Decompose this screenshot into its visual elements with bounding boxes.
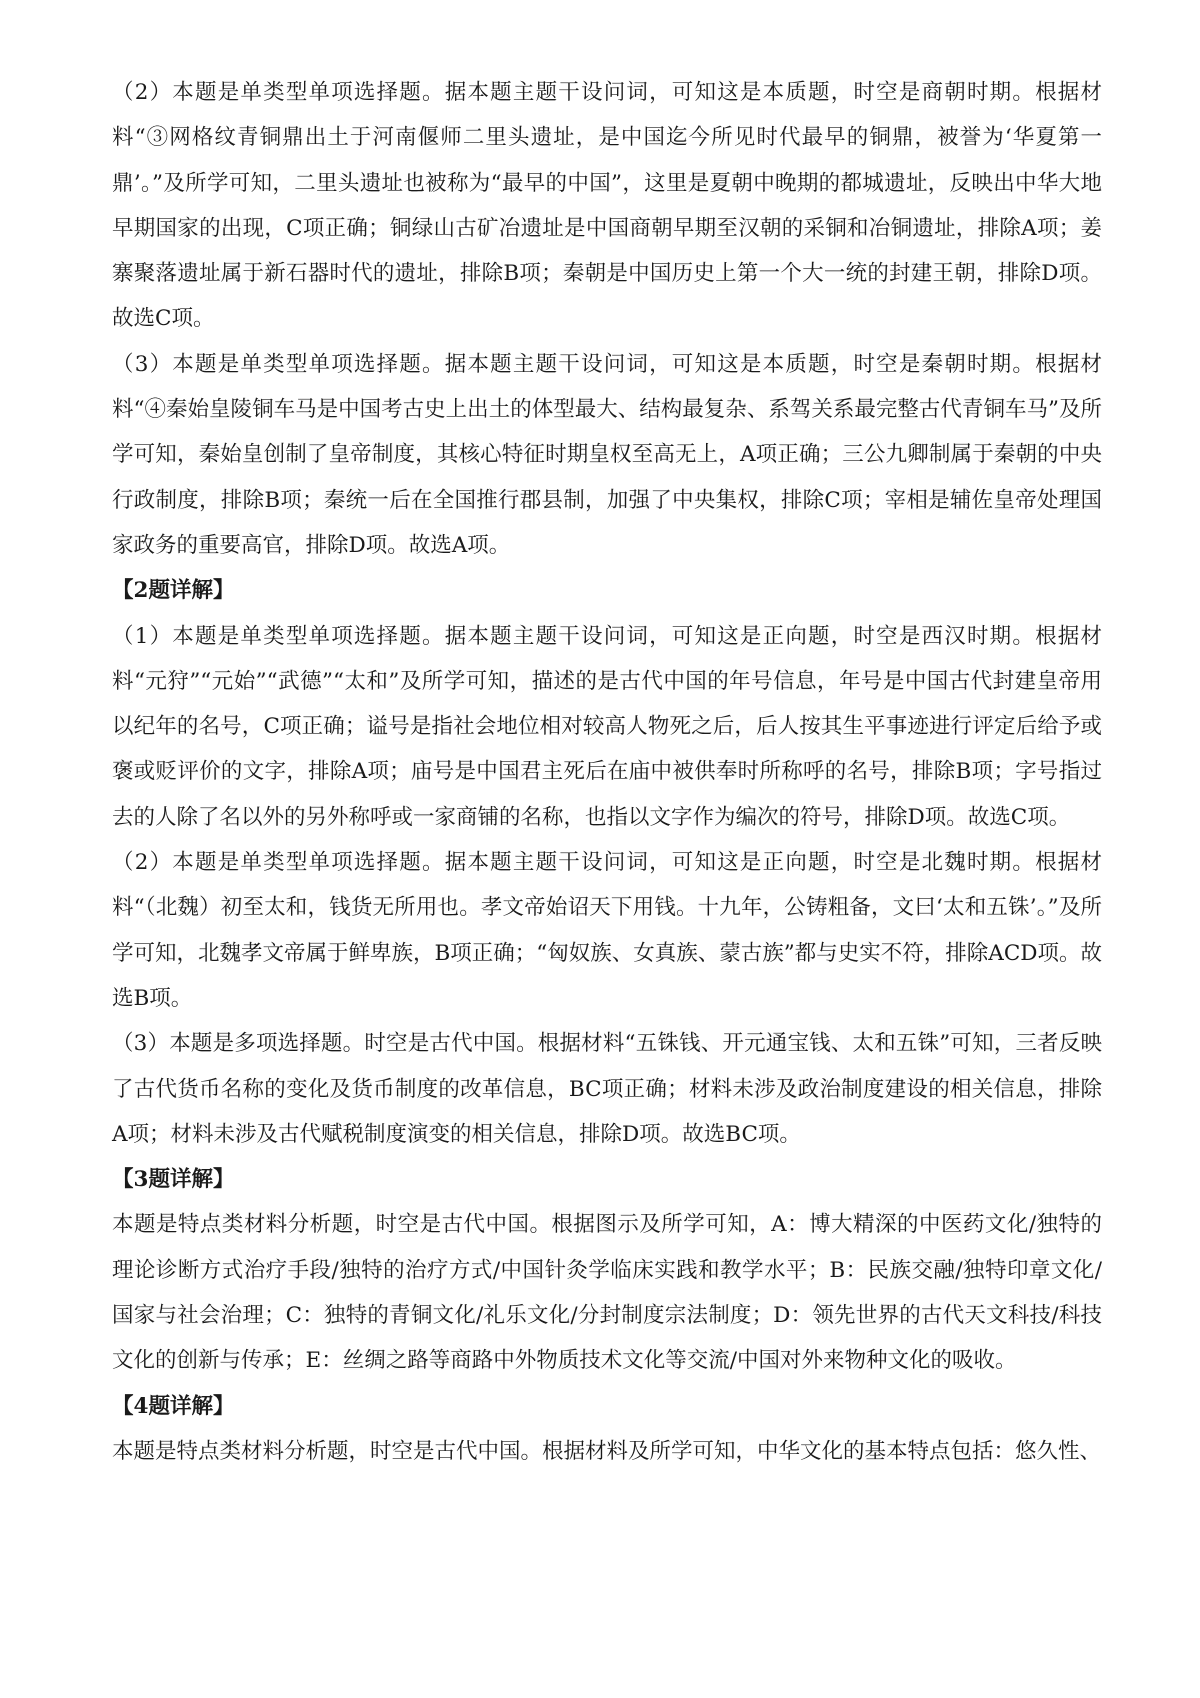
paragraph-q2-part1: （1）本题是单类型单项选择题。据本题主题干设问词，可知这是正向题，时空是西汉时期。根据材料“元狩”“元始”“武德”“太和”及所学可知，描述的是古代中国的年号信息，年号是中国古代封建皇帝用以纪年的名号，C项正确；谥号是指社会地位相对较高人物死之后，后人按其生平事迹进行评定后给予或褒或贬评价的文字，排除A项；庙号是中国君主死后在庙中被供奉时所称呼的名号，排除B项；字号指过去的人除了名以外的另外称呼或一家商铺的名称，也指以文字作为编次的符号，排除D项。故选C项。 [112,623,1102,830]
section-heading-q2: 【2题详解】 [112,578,235,604]
paragraph-q3: 本题是特点类材料分析题，时空是古代中国。根据图示及所学可知，A：博大精深的中医药文化/独特的理论诊断方式治疗手段/独特的治疗方式/中国针灸学临床实践和教学水平；B：民族交融/独特印章文化/国家与社会治理；C：独特的青铜文化/礼乐文化/分封制度宗法制度；D：领先世界的古代天文科技/科技文化的创新与传承；E：丝绸之路等商路中外物质技术文化等交流/中国对外来物种文化的吸收。 [112,1212,1102,1374]
paragraph-q1-part3: （3）本题是单类型单项选择题。据本题主题干设问词，可知这是本质题，时空是秦朝时期。根据材料“④秦始皇陵铜车马是中国考古史上出土的体型最大、结构最复杂、系驾关系最完整古代青铜车马”及所学可知，秦始皇创制了皇帝制度，其核心特征时期皇权至高无上，A项正确；三公九卿制属于秦朝的中央行政制度，排除B项；秦统一后在全国推行郡县制，加强了中央集权，排除C项；宰相是辅佐皇帝处理国家政务的重要高官，排除D项。故选A项。 [112,351,1102,558]
section-heading-q4: 【4题详解】 [112,1393,235,1419]
paragraph-q4: 本题是特点类材料分析题，时空是古代中国。根据材料及所学可知，中华文化的基本特点包括：悠久性、 [112,1438,1102,1464]
document-page [112,70,1102,1474]
paragraph-q1-part2: （2）本题是单类型单项选择题。据本题主题干设问词，可知这是本质题，时空是商朝时期。根据材料“③网格纹青铜鼎出土于河南偃师二里头遗址，是中国迄今所见时代最早的铜鼎，被誉为‘华夏第一鼎’。”及所学可知，二里头遗址也被称为“最早的中国”，这里是夏朝中晚期的都城遗址，反映出中华大地早期国家的出现，C项正确；铜绿山古矿冶遗址是中国商朝早期至汉朝的采铜和冶铜遗址，排除A项；姜寨聚落遗址属于新石器时代的遗址，排除B项；秦朝是中国历史上第一个大一统的封建王朝，排除D项。故选C项。 [112,80,1102,332]
section-heading-q3: 【3题详解】 [112,1167,235,1193]
paragraph-q2-part2: （2）本题是单类型单项选择题。据本题主题干设问词，可知这是正向题，时空是北魏时期。根据材料“（北魏）初至太和，钱货无所用也。孝文帝始诏天下用钱。十九年，公铸粗备，文曰‘太和五铢’。”及所学可知，北魏孝文帝属于鲜卑族，B项正确；“匈奴族、女真族、蒙古族”都与史实不符，排除ACD项。故选B项。 [112,850,1103,1011]
paragraph-q2-part3: （3）本题是多项选择题。时空是古代中国。根据材料“五铢钱、开元通宝钱、太和五铢”可知，三者反映了古代货币名称的变化及货币制度的改革信息，BC项正确；材料未涉及政治制度建设的相关信息，排除A项；材料未涉及古代赋税制度演变的相关信息，排除D项。故选BC项。 [112,1031,1102,1147]
